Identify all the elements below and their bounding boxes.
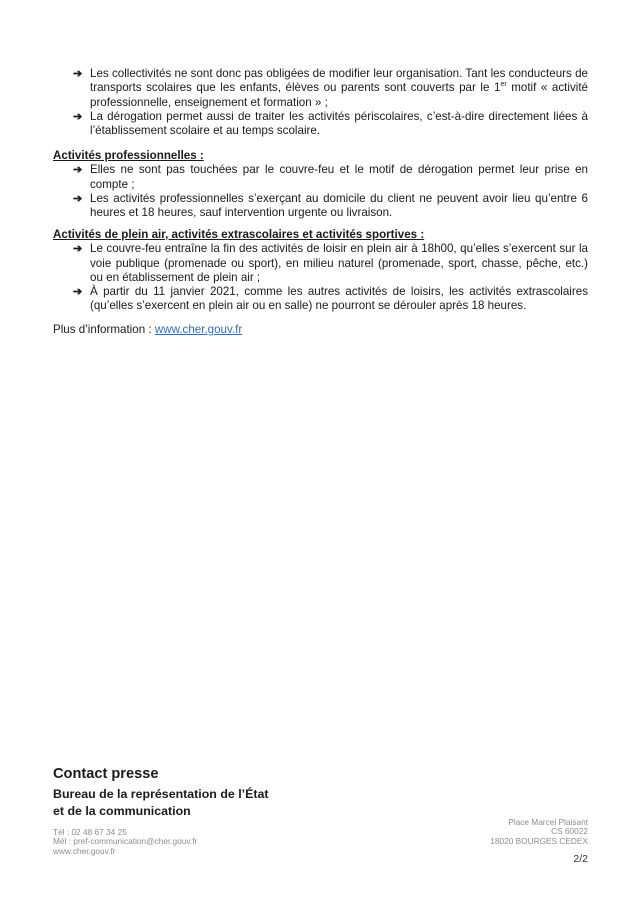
arrow-right-icon: ➔ xyxy=(73,192,83,205)
postal-address: Place Marcel Plaisant CS 60022 18020 BOURGES CEDEX xyxy=(490,817,588,846)
arrow-right-icon: ➔ xyxy=(73,68,83,80)
list-item: ➔ La dérogation permet aussi de traiter les activités périscolaires, c’est-à-dire directement liées à l’établissement scolaire et au temps scolaire. xyxy=(73,109,588,138)
list-item: ➔ Elles ne sont pas touchées par le couvre-feu et le motif de dérogation permet leur prise en compte ; xyxy=(73,163,588,191)
contact-details xyxy=(53,828,197,856)
page-number: 2/2 xyxy=(573,853,588,865)
bureau-name: Bureau de la représentation de l’État et de la communication xyxy=(53,787,269,818)
intro-section xyxy=(53,67,588,138)
arrow-right-icon: ➔ xyxy=(73,110,83,123)
arrow-right-icon: ➔ xyxy=(73,243,83,256)
outdoor-section xyxy=(53,228,588,314)
contact-title: Contact presse xyxy=(53,766,159,782)
footer-website[interactable]: www.cher.gouv.fr xyxy=(53,845,116,856)
section-heading: Activités professionnelles : xyxy=(53,149,204,162)
phone-number: Tél : 02 48 67 34 25 xyxy=(53,827,127,837)
arrow-right-icon: ➔ xyxy=(73,286,83,299)
list-item: ➔ À partir du 11 janvier 2021, comme les autres activités de loisirs, les activités extrascolaires (qu’elles s’exercent en plein air ou en salle) ne pourront se dérouler après 18 heures. xyxy=(73,285,588,313)
more-info-label: Plus d’information : xyxy=(53,323,155,336)
email-address[interactable]: Mél : pref-communication@cher.gouv.fr xyxy=(53,836,198,847)
more-info xyxy=(53,323,588,337)
list-item: ➔ Les collectivités ne sont donc pas obligées de modifier leur organisation. Tant les conducteurs de transports scolaires que les enfants, élèves ou parents sont couverts par le 1er motif « activité professionnelle, enseignement et formation » ; xyxy=(73,67,588,109)
arrow-right-icon: ➔ xyxy=(73,164,83,177)
section-heading: Activités de plein air, activités extrascolaires et activités sportives : xyxy=(53,228,425,241)
professional-section xyxy=(53,149,588,220)
list-item: ➔ Le couvre-feu entraîne la fin des activités de loisir en plein air à 18h00, qu’elles s’exercent sur la voie publique (promenade ou sport), en milieu naturel (promenade, sport, chasse, pêche, etc.) ou en établissement de plein air ; xyxy=(73,242,588,284)
list-item: ➔ Les activités professionnelles s’exerçant au domicile du client ne peuvent avoir lieu qu’entre 6 heures et 18 heures, sauf intervention urgente ou livraison. xyxy=(73,191,588,220)
website-link[interactable]: www.cher.gouv.fr xyxy=(154,323,243,336)
